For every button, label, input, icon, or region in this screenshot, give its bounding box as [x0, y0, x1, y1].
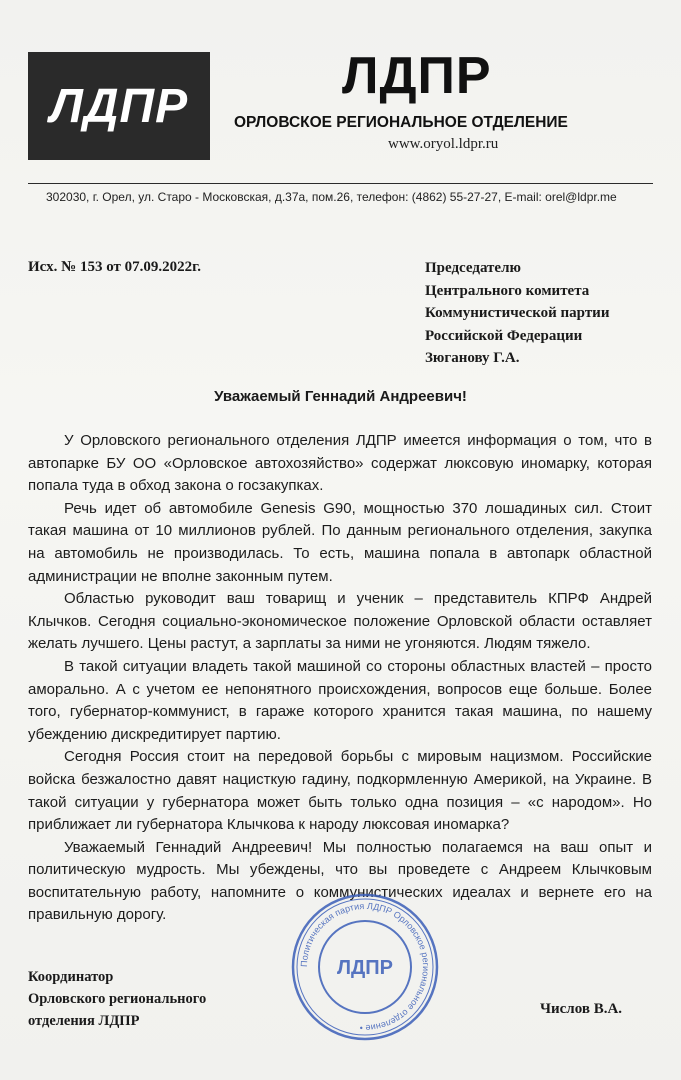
- addressee-line: Председателю: [425, 260, 521, 276]
- letter-body: [28, 430, 652, 927]
- body-paragraph: Сегодня Россия стоит на передовой борьбы с мировым нацизмом. Российские войска безжалостно давят нацисткую гадину, подкормленную Америкой, на Украине. В такой ситуации у губернатора может быть только одна позиция – «с народом». Но приближает ли губернатора Клычкова к народу люксовая иномарка?: [28, 748, 652, 834]
- stamp-ring-text: Политическая партия ЛДПР Орловское региональное отделение •: [298, 900, 432, 1034]
- party-name: ЛДПР: [342, 47, 492, 105]
- body-paragraph: В такой ситуации владеть такой машиной со стороны областных властей – просто аморально. А с учетом ее непонятного происхождения, вопросов еще больше. Более того, губернатор-коммунист, в гараже которого хранится такая машина, по нашему убеждению дискредитирует партию.: [28, 657, 652, 743]
- addressee-block: [425, 257, 609, 370]
- signature-title-line: отделения ЛДПР: [28, 1013, 140, 1029]
- logo-text: ЛДПР: [49, 79, 189, 133]
- body-paragraph: Областью руководит ваш товарищ и ученик – представитель КПРФ Андрей Клычков. Сегодня социально-экономическое положение Орловской области оставляет желать лучшего. Цены растут, а зарплаты за ними не угоняются. Людям тяжело.: [28, 590, 652, 653]
- addressee-line: Коммунистической партии: [425, 305, 610, 321]
- body-paragraph: Речь идет об автомобиле Genesis G90, мощностью 370 лошадиных сил. Стоит такая машина от 10 миллионов рублей. По данным регионального отделения, закупка на автомобиль не производилась. То есть, машина попала в автопарк областной администрации не вполне законным путем.: [28, 499, 652, 585]
- contact-address: 302030, г. Орел, ул. Старо - Московская, д.37а, пом.26, телефон: (4862) 55-27-27, E-mail: orel@ldpr.me: [46, 190, 617, 204]
- signature-title-line: Орловского регионального: [28, 991, 207, 1007]
- official-stamp: [290, 892, 440, 1042]
- body-paragraph: Уважаемый Геннадий Андреевич! Мы полностью полагаемся на ваш опыт и политическую мудрость. Мы убеждены, что вы проведете с Андреем Клычковым воспитательную работу, напомните о коммунистических идеалах и вернете его на правильную дорогу.: [28, 838, 652, 924]
- salutation: Уважаемый Геннадий Андреевич!: [214, 388, 467, 405]
- addressee-line: Зюганову Г.А.: [425, 350, 520, 366]
- header-divider: [28, 183, 653, 184]
- ldpr-logo: [28, 52, 210, 160]
- addressee-line: Российской Федерации: [425, 327, 583, 344]
- body-paragraph: У Орловского регионального отделения ЛДПР имеется информация о том, что в автопарке БУ ОО «Орловское автохозяйство» содержат люксовую иномарку, которая попала туда в обход закона о госзакупках.: [28, 432, 652, 495]
- signature-title: [28, 966, 206, 1032]
- branch-name: ОРЛОВСКОЕ РЕГИОНАЛЬНОЕ ОТДЕЛЕНИЕ: [234, 114, 568, 131]
- signer-name: Числов В.А.: [540, 1001, 623, 1017]
- stamp-center-text: ЛДПР: [337, 957, 393, 979]
- addressee-line: Центрального комитета: [425, 282, 590, 299]
- website-link[interactable]: www.oryol.ldpr.ru: [388, 136, 499, 152]
- outgoing-reference: Исх. № 153 от 07.09.2022г.: [28, 259, 201, 275]
- signature-title-line: Координатор: [28, 969, 114, 985]
